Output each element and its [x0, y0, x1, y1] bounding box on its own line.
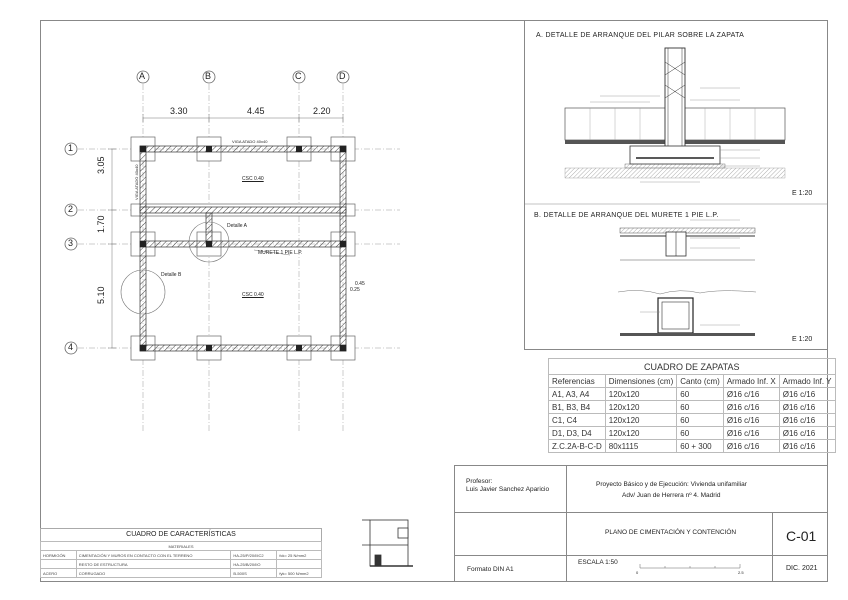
axis-lines	[78, 84, 400, 432]
label-left-beam: VIGA ATADO 40x40	[134, 164, 139, 200]
axis-label-3: 3	[68, 238, 74, 248]
table-cell: ACERO	[41, 569, 77, 578]
elevation-thumbnail	[362, 520, 413, 566]
detail-b-scale: E 1:20	[792, 336, 813, 343]
table-cell	[41, 560, 77, 569]
column-header: Armado Inf. X	[723, 375, 779, 388]
axis-label-1: 1	[68, 143, 74, 153]
table-row	[41, 551, 322, 560]
zapatas-table	[548, 358, 836, 453]
dim-y-12: 3.05	[96, 156, 106, 174]
table-row	[41, 569, 322, 578]
table-cell	[277, 560, 322, 569]
details-panel	[524, 20, 828, 350]
column-header: Armado Inf. Y	[779, 375, 835, 388]
project-line-1: Proyecto Básico y de Ejecución: Vivienda unifamiliar	[596, 481, 747, 488]
profesor-name: Luis Javier Sanchez Aparicio	[466, 486, 550, 493]
formato-label: Formato DIN A1	[467, 566, 514, 573]
label-csc-2: CSC 0.40	[242, 292, 264, 298]
table-cell: Ø16 c/16	[779, 414, 835, 427]
axis-label-2: 2	[68, 204, 74, 214]
table-cell: 60	[677, 388, 724, 401]
plan-title: PLANO DE CIMENTACIÓN Y CONTENCIÓN	[605, 529, 737, 536]
table-cell: B-500S	[231, 569, 277, 578]
table-row	[549, 427, 836, 440]
table-row	[549, 440, 836, 453]
table-row	[549, 401, 836, 414]
label-detail-b: Detalle B	[161, 272, 182, 278]
table-cell: B1, B3, B4	[549, 401, 606, 414]
table-cell: fck= 25 N/mm2	[277, 551, 322, 560]
table-row	[41, 560, 322, 569]
table-cell: C1, C4	[549, 414, 606, 427]
table-cell: Ø16 c/16	[779, 440, 835, 453]
axis-label-d: D	[339, 71, 346, 81]
detail-b-title: B. DETALLE DE ARRANQUE DEL MURETE 1 PIE L.P.	[534, 212, 719, 219]
zapatas-table-wrapper	[548, 358, 836, 453]
detail-a-title: A. DETALLE DE ARRANQUE DEL PILAR SOBRE LA ZAPATA	[536, 32, 745, 39]
axis-label-a: A	[139, 71, 146, 81]
table-header-row	[549, 375, 836, 388]
table-cell: 80x1115	[605, 440, 676, 453]
table-cell: Ø16 c/16	[723, 401, 779, 414]
table-cell: Z.C.2A-B-C-D	[549, 440, 606, 453]
table-cell: 60	[677, 401, 724, 414]
table-cell: 120x120	[605, 414, 676, 427]
table-cell: Ø16 c/16	[779, 388, 835, 401]
table-cell: Ø16 c/16	[779, 401, 835, 414]
table-cell: Ø16 c/16	[723, 388, 779, 401]
zapatas-title: CUADRO DE ZAPATAS	[549, 359, 836, 375]
table-cell: HA-25/B/20/IIO	[231, 560, 277, 569]
table-cell: Ø16 c/16	[723, 414, 779, 427]
column-header: Referencias	[549, 375, 606, 388]
caracteristicas-table-wrapper	[40, 528, 322, 578]
label-top-beam: VIGA ATADO 40x40	[232, 139, 268, 144]
label-csc-1: CSC 0.40	[242, 176, 264, 182]
date-label: DIC. 2021	[786, 565, 818, 572]
dim-y-34: 5.10	[96, 286, 106, 304]
caracteristicas-title: CUADRO DE CARACTERÍSTICAS	[40, 528, 322, 541]
escala-label: ESCALA 1:50	[578, 559, 618, 566]
table-cell: Ø16 c/16	[779, 427, 835, 440]
table-cell: 60	[677, 414, 724, 427]
table-row	[549, 414, 836, 427]
table-cell: 60	[677, 427, 724, 440]
table-cell: D1, D3, D4	[549, 427, 606, 440]
dim-x-cd: 2.20	[313, 106, 331, 116]
table-cell: fyk= 500 N/mm2	[277, 569, 322, 578]
table-cell: HA-25/P/20/IIIC2	[231, 551, 277, 560]
table-cell: 120x120	[605, 401, 676, 414]
column-header: Canto (cm)	[677, 375, 724, 388]
scale-bar-start: 0	[636, 570, 639, 575]
axis-label-c: C	[295, 71, 302, 81]
table-cell: 120x120	[605, 388, 676, 401]
dim-y-23: 1.70	[96, 215, 106, 233]
table-cell: Ø16 c/16	[723, 427, 779, 440]
table-cell: 60 + 300	[677, 440, 724, 453]
caracteristicas-subheader: MATERIALES	[41, 542, 322, 551]
label-murete: MURETE 1 PIE L.P.	[258, 250, 303, 256]
label-detail-a: Detalle A	[227, 223, 248, 229]
table-cell: A1, A3, A4	[549, 388, 606, 401]
column-header: Dimensiones (cm)	[605, 375, 676, 388]
axis-label-b: B	[205, 71, 212, 81]
table-cell: HORMIGÓN	[41, 551, 77, 560]
project-line-2: Adv/ Juan de Herrera nº 4. Madrid	[622, 492, 721, 499]
footings	[131, 137, 355, 360]
table-cell: CORRUGADO	[76, 569, 231, 578]
table-cell: CIMENTACIÓN Y MUROS EN CONTACTO CON EL TERRENO	[76, 551, 231, 560]
axis-label-4: 4	[68, 342, 74, 352]
table-cell: Ø16 c/16	[723, 440, 779, 453]
sheet-code: C-01	[786, 528, 817, 544]
table-row	[549, 388, 836, 401]
profesor-label: Profesor:	[466, 478, 493, 485]
table-cell: RESTO DE ESTRUCTURA	[76, 560, 231, 569]
scale-bar-end: 2.5	[738, 570, 744, 575]
dim-x-ab: 3.30	[170, 106, 188, 116]
dim-x-bc: 4.45	[247, 106, 265, 116]
table-cell: 120x120	[605, 427, 676, 440]
caracteristicas-table	[40, 541, 322, 578]
label-small-1: 0.45	[355, 281, 365, 287]
label-small-2: 0.25	[350, 287, 360, 293]
detail-a-scale: E 1:20	[792, 190, 813, 197]
